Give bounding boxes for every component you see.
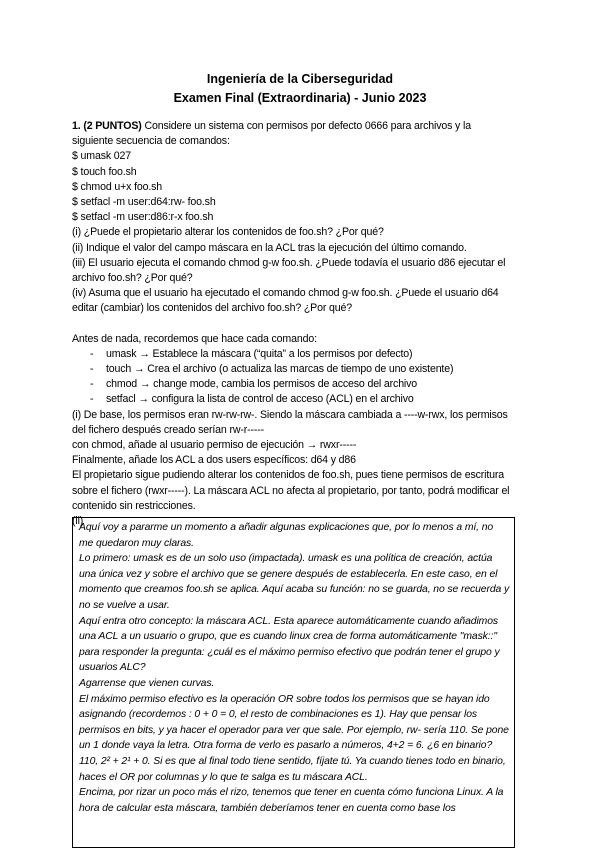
question-part-iii: (iii) El usuario ejecuta el comando chmod g-w foo.sh. ¿Puede todavía el usuario d86 ejecutar el archivo foo.sh? ¿Por qué? [72,256,506,285]
command-line: $ setfacl -m user:d64:rw- foo.sh [72,196,216,209]
command-line: $ setfacl -m user:d86:r-x foo.sh [72,211,214,224]
answer-part-i-paragraph: (i) De base, los permisos eran rw-rw-rw-. Siendo la máscara cambiada a ----w-rwx, los permisos del fichero después creado serían rw-r----- [72,408,508,436]
answer-part-i-paragraph: Finalmente, añade los ACL a dos users específicos: d64 y d86 [72,454,356,467]
document-body [72,119,512,529]
question-part-i: (i) ¿Puede el propietario alterar los contenidos de foo.sh? ¿Por qué? [72,226,384,239]
question-part-ii: (ii) Indique el valor del campo máscara en la ACL tras la ejecución del último comando. [72,241,467,254]
answer-part-i-paragraph: con chmod, añade al usuario permiso de ejecución → rwxr----- [72,439,357,452]
document-title: Ingeniería de la Ciberseguridad [206,72,394,86]
list-item: - umask → Establece la máscara (“quita” a los permisos por defecto) [72,347,512,362]
note-paragraph: El máximo permiso efectivo es la operación OR sobre todos los permisos que se hayan ido asignando (recordemos : 0 + 0 = 0, el resto de combinaciones es 1). Hay que pensar los permisos en bits, y ya hacer el operador para ver que sale. Por ejemplo, rw- sería 110. Se pone un 1 donde vaya la letra. Otra forma de verlo es pasarlo a números, 4+2 = 6. ¿6 en binario? 110, 2² + 2¹ + 0. Si es que al final todo tiene sentido, fíjate tú. Ya cuando tienes todo en binario, haces el OR por columnas y lo que te salga es tu máscara ACL. [79,693,509,783]
explanation-note-box [72,517,515,848]
note-paragraph: Lo primero: umask es de un solo uso (impactada). umask es una política de creación, actúa una única vez y sobre el archivo que se genere después de establecerla. En este caso, en el momento que creamos foo.sh se aplica. Aquí acaba su función: no se guarda, no se recuerda y no se vuelve a usar. [79,553,510,611]
exam-subtitle: Examen Final (Extraordinaria) - Junio 2023 [173,91,427,105]
command-line: $ umask 027 [72,150,132,163]
question-intro: Considere un sistema con permisos por defecto 0666 para archivos y la siguiente secuencia de comandos: [72,120,471,148]
answer-intro: Antes de nada, recordemos que hace cada comando: [72,332,317,345]
command-line: $ touch foo.sh [72,165,137,178]
command-explanations [72,347,512,408]
list-item: - chmod → change mode, cambia los permisos de acceso del archivo [72,377,512,392]
answer-part-i-paragraph: El propietario sigue pudiendo alterar los contenidos de foo.sh, pues tiene permisos de escritura sobre el fichero (rwxr-----). La máscara ACL no afecta al propietario, por tanto, podrá modificar el contenido sin restricciones. [72,469,510,512]
answer-part-ii-label: (ii) [72,515,84,528]
note-paragraph: Encima, por rizar un poco más el rizo, tenemos que tener en cuenta cómo funciona Linux. A la hora de calcular esta máscara, también deberíamos tener en cuenta como base los [79,787,504,814]
spacer [72,317,512,332]
list-item: - setfacl → configura la lista de control de acceso (ACL) en el archivo [72,392,512,407]
list-item: - touch → Crea el archivo (o actualiza las marcas de tiempo de uno existente) [72,362,512,377]
note-paragraph: Aquí voy a pararme un momento a añadir algunas explicaciones que, por lo menos a mí, no me quedaron muy claras. [79,522,494,549]
note-paragraph: Aquí entra otro concepto: la máscara ACL. Esta aparece automáticamente cuando añadimos una ACL a un usuario o grupo, que es cuando linux crea de forma automáticamente "mask::" para responder la pregunta: ¿cuál es el máximo permiso efectivo que podrán tener el grupo y usuarios ALC? [79,615,500,674]
question-part-iv: (iv) Asuma que el usuario ha ejecutado el comando chmod g-w foo.sh. ¿Puede el usuario d64 editar (cambiar) los contenidos del archivo foo.sh? ¿Por qué? [72,287,499,315]
question-statement [72,119,512,149]
command-line: $ chmod u+x foo.sh [72,180,163,193]
question-number: 1. (2 PUNTOS) [72,120,142,132]
note-paragraph: Agarrense que vienen curvas. [79,677,215,689]
